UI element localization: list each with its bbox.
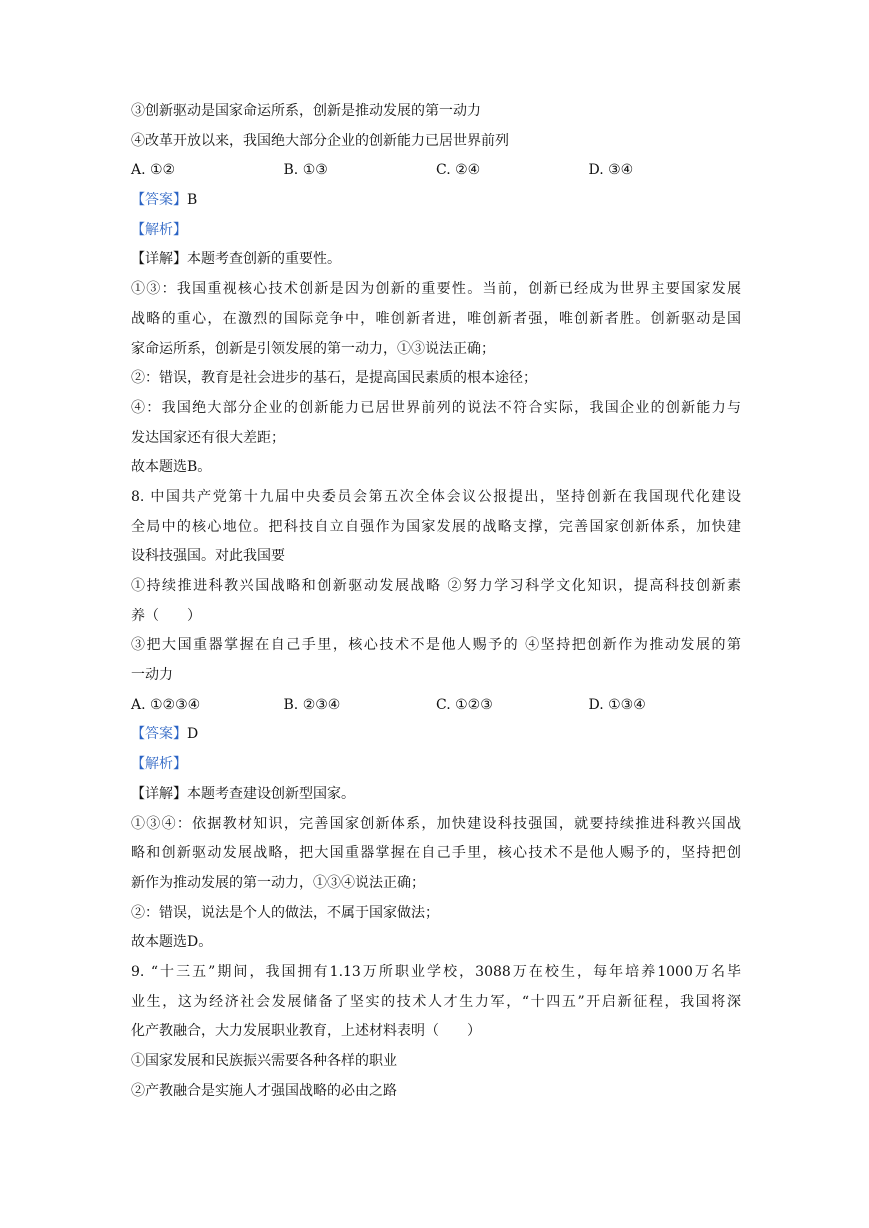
q8-options xyxy=(131,691,741,721)
q8-statement-line: 一动力 xyxy=(131,667,173,684)
q7-options xyxy=(131,156,741,186)
q7-answer xyxy=(131,186,741,216)
q7-option-b: B. ①③ xyxy=(283,162,328,179)
q8-statement-line: ③把大国重器掌握在自己手里，核心技术不是他人赐予的 ④坚持把创新作为推动发展的第 xyxy=(131,637,741,654)
q9-statement-2: ②产教融合是实施人才强国战略的必由之路 xyxy=(131,1082,397,1099)
q7-analysis-line: 家命运所系，创新是引领发展的第一动力，①③说法正确； xyxy=(131,340,495,357)
q8-option-c: C. ①②③ xyxy=(436,696,493,713)
q8-option-b: B. ②③④ xyxy=(283,696,341,713)
q7-conclusion: 故本题选B。 xyxy=(131,459,212,476)
analysis-tag: 【解析】 xyxy=(131,221,187,238)
q7-analysis-heading xyxy=(131,216,741,246)
q8-option-a: A. ①②③④ xyxy=(131,696,201,713)
q7-analysis-line: 发达国家还有很大差距； xyxy=(131,429,285,446)
q8-analysis-line: ②：错误，说法是个人的做法，不属于国家做法； xyxy=(131,904,439,921)
q8-detail xyxy=(131,780,741,810)
q8-answer xyxy=(131,720,741,750)
detail-tag: 【详解】 xyxy=(131,785,187,802)
q8-conclusion: 故本题选D。 xyxy=(131,934,213,951)
q9-stem-line: 化产教融合，大力发展职业教育，上述材料表明（ ） xyxy=(131,1023,481,1040)
q8-stem-line: 全局中的核心地位。把科技自立自强作为国家发展的战略支撑，完善国家创新体系，加快建 xyxy=(131,518,741,535)
q7-analysis-line: ①③：我国重视核心技术创新是因为创新的重要性。当前，创新已经成为世界主要国家发展 xyxy=(131,281,741,298)
q8-stem-line: 设科技强国。对此我国要 xyxy=(131,548,285,565)
q7-analysis-line: 战略的重心，在激烈的国际竞争中，唯创新者进，唯创新者强，唯创新者胜。创新驱动是国 xyxy=(131,310,741,327)
answer-tag: 【答案】 xyxy=(131,726,187,743)
detail-tag: 【详解】 xyxy=(131,251,187,268)
q8-analysis-line: ①③④：依据教材知识，完善国家创新体系，加快建设科技强国，就要持续推进科教兴国战 xyxy=(131,815,741,832)
q9-stem-line: 9. “十三五”期间，我国拥有1.13万所职业学校，3088万在校生，每年培养1000万名毕 xyxy=(131,963,741,980)
page-content xyxy=(131,97,741,1106)
q9-statement-1: ①国家发展和民族振兴需要各种各样的职业 xyxy=(131,1053,397,1069)
q7-detail xyxy=(131,245,741,275)
q7-statement-4: ④改革开放以来，我国绝大部分企业的创新能力已居世界前列 xyxy=(131,132,509,149)
q8-analysis-line: 新作为推动发展的第一动力，①③④说法正确； xyxy=(131,874,425,891)
analysis-tag: 【解析】 xyxy=(131,756,187,773)
q8-statement-line: ①持续推进科教兴国战略和创新驱动发展战略 ②努力学习科学文化知识，提高科技创新素 xyxy=(131,578,741,594)
answer-tag: 【答案】 xyxy=(131,192,187,209)
q7-option-d: D. ③④ xyxy=(588,162,634,179)
q7-statement-3: ③创新驱动是国家命运所系，创新是推动发展的第一动力 xyxy=(131,103,481,119)
answer-value: B xyxy=(187,192,198,209)
q8-analysis-heading xyxy=(131,750,741,780)
q7-option-a: A. ①② xyxy=(131,162,176,179)
detail-text: 本题考查建设创新型国家。 xyxy=(187,785,355,802)
q8-analysis-line: 略和创新驱动发展战略，把大国重器掌握在自己手里，核心技术不是他人赐予的，坚持把创 xyxy=(131,845,741,862)
q8-option-d: D. ①③④ xyxy=(588,696,646,713)
q7-option-c: C. ②④ xyxy=(436,162,481,179)
q7-analysis-line: ④：我国绝大部分企业的创新能力已居世界前列的说法不符合实际，我国企业的创新能力与 xyxy=(131,399,741,416)
q8-statement-line: 养（ ） xyxy=(131,607,201,624)
detail-text: 本题考查创新的重要性。 xyxy=(187,251,341,268)
q8-stem-line: 8. 中国共产党第十九届中央委员会第五次全体会议公报提出，坚持创新在我国现代化建设 xyxy=(131,488,741,505)
answer-value: D xyxy=(187,726,199,743)
q9-stem-line: 业生，这为经济社会发展储备了坚实的技术人才生力军，“十四五”开启新征程，我国将深 xyxy=(131,993,741,1010)
q7-analysis-line: ②：错误，教育是社会进步的基石，是提高国民素质的根本途径； xyxy=(131,370,537,387)
